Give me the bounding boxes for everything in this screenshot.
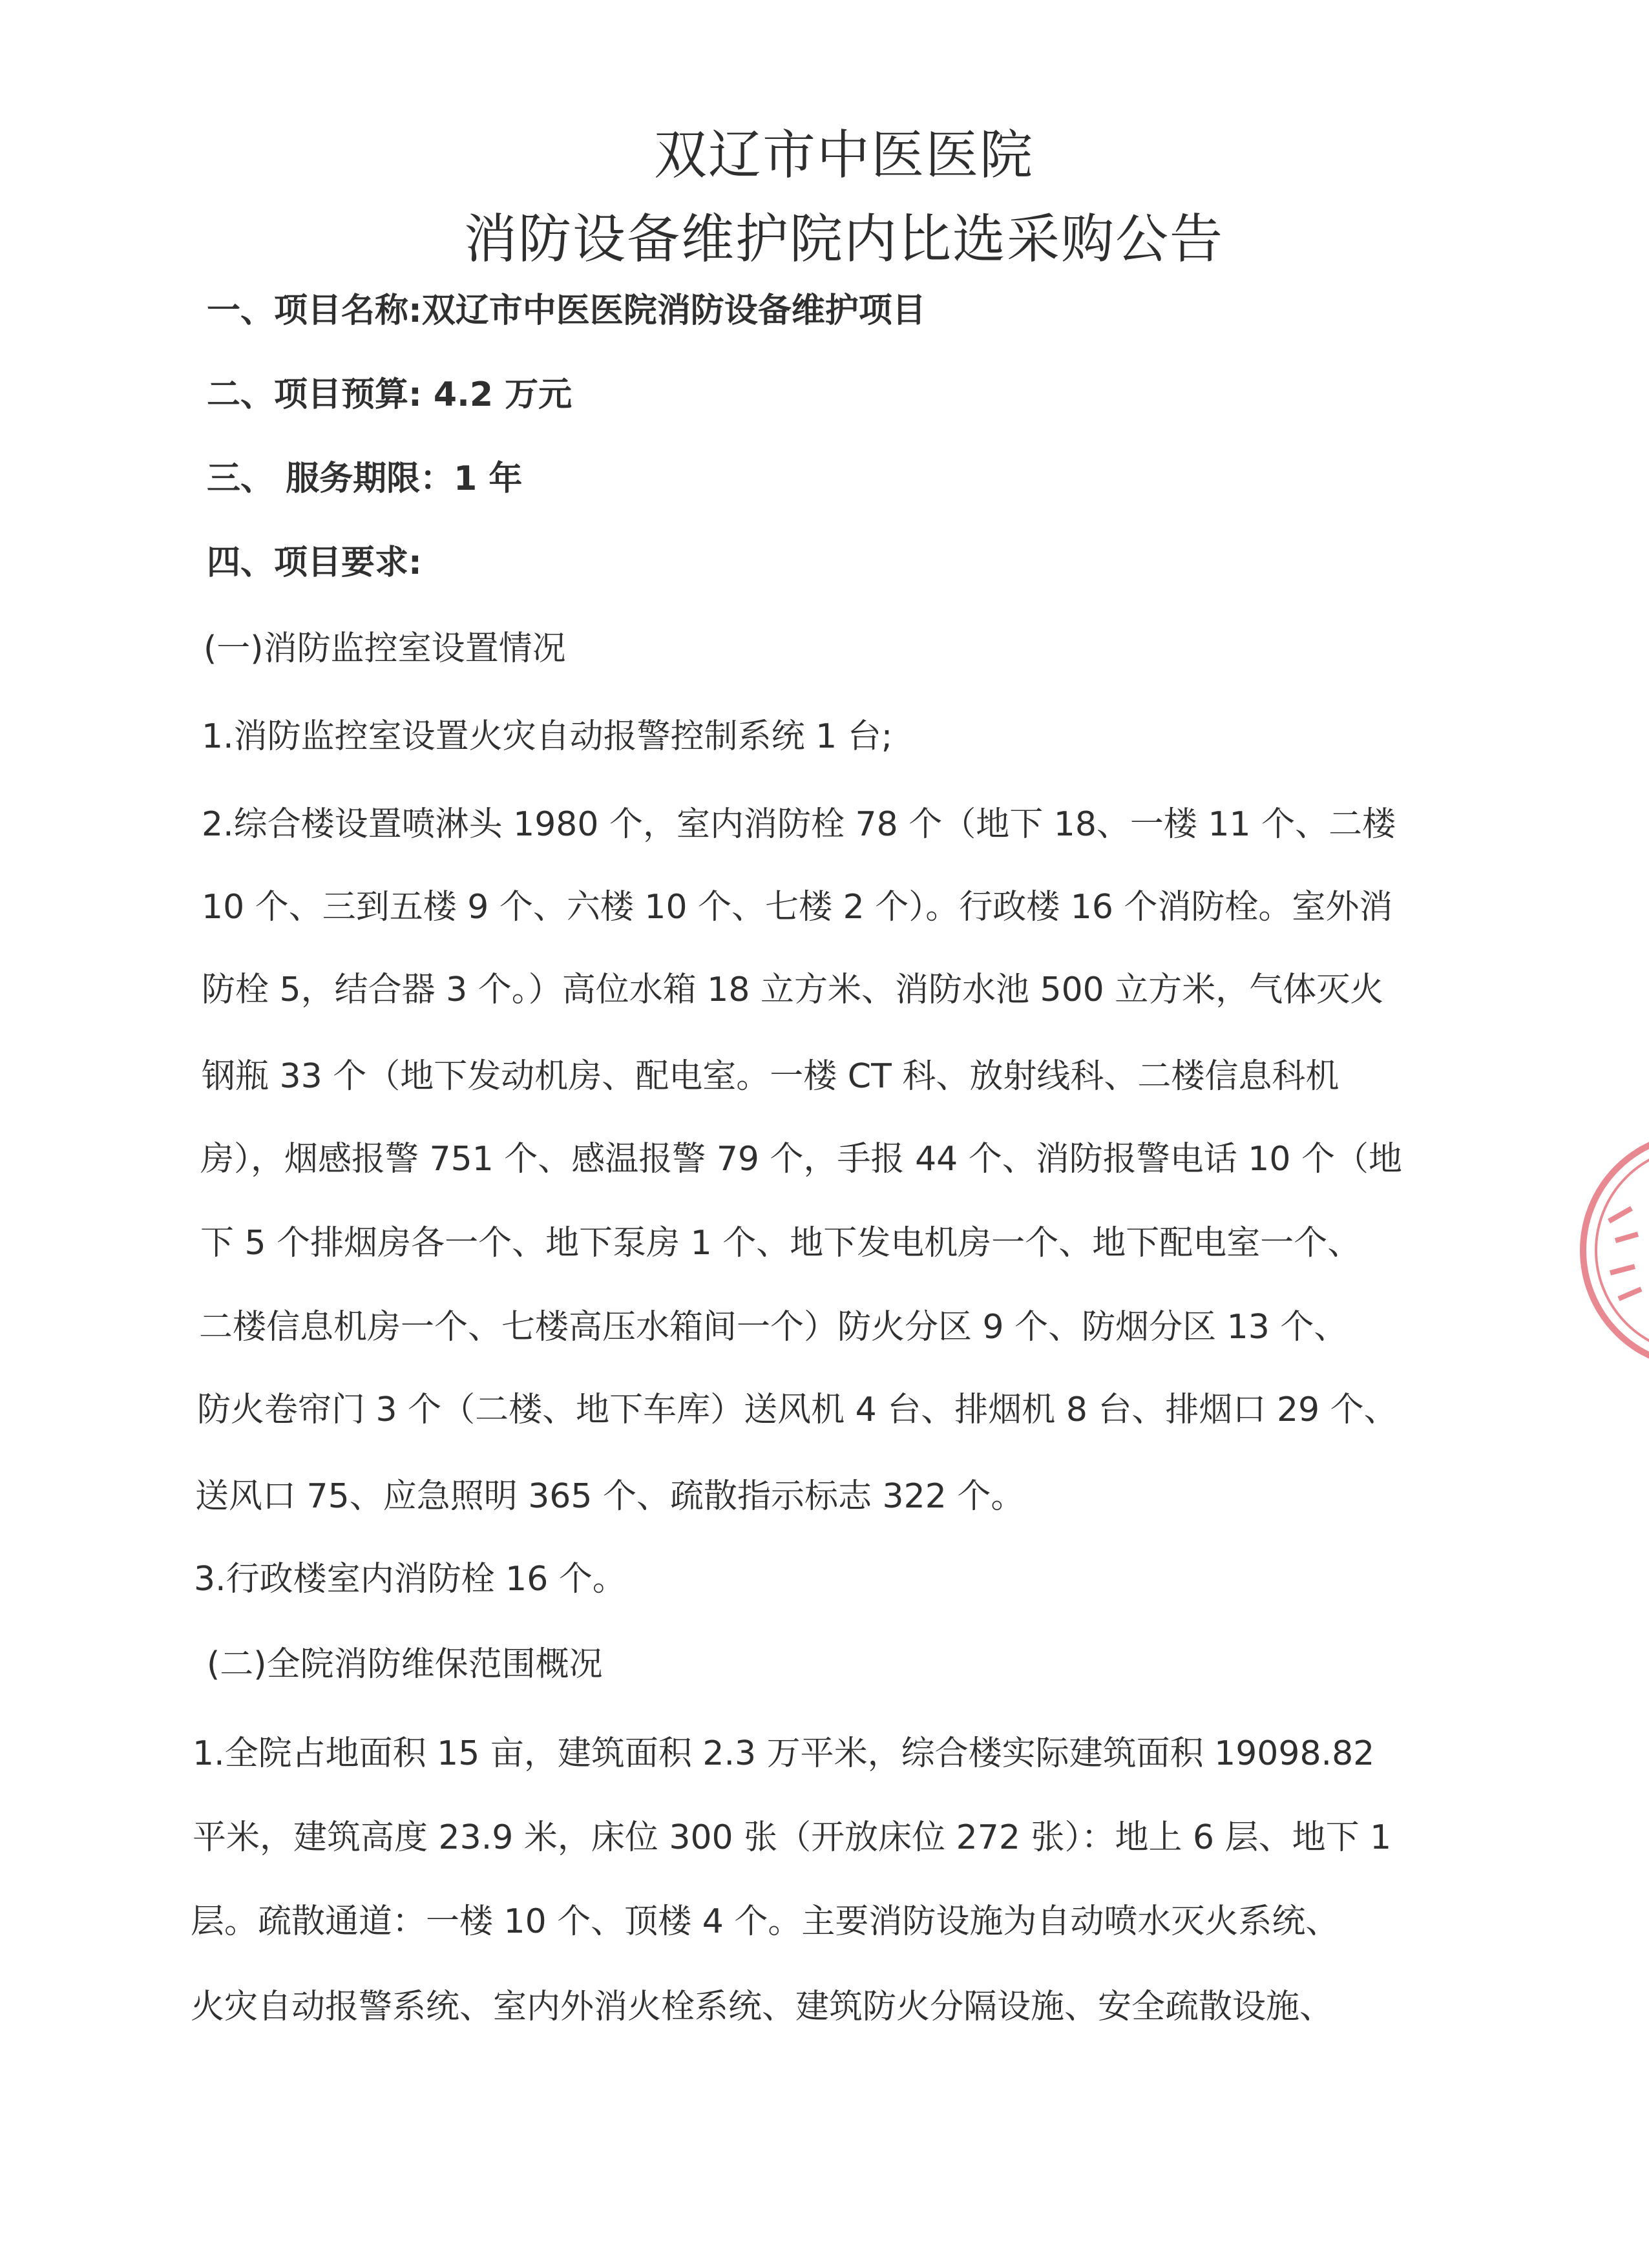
- document-title-line2: 消防设备维护院内比选采购公告: [463, 209, 1224, 270]
- paragraph-4-line-2: 平米，建筑高度 23.9 米，床位 300 张（开放床位 272 张）：地上 6 层、地下 1: [193, 1818, 1392, 1857]
- item-project-name: 一、项目名称:双辽市中医医院消防设备维护项目: [207, 291, 926, 330]
- paragraph-4-line-1: 1.全院占地面积 15 亩，建筑面积 2.3 万平米，综合楼实际建筑面积 19098.82: [193, 1734, 1375, 1773]
- item-project-budget: 二、项目预算: 4.2 万元: [207, 375, 572, 414]
- section2-heading: (二)全院消防维保范围概况: [207, 1645, 603, 1684]
- paragraph-2-line-9: 送风口 75、应急照明 365 个、疏散指示标志 322 个。: [195, 1477, 1025, 1516]
- paragraph-3: 3.行政楼室内消防栓 16 个。: [194, 1560, 626, 1599]
- paragraph-2-line-7: 二楼信息机房一个、七楼高压水箱间一个）防火分区 9 个、防烟分区 13 个、: [199, 1308, 1348, 1347]
- document-title-line1: 双辽市中医医院: [653, 125, 1034, 186]
- item-project-requirements: 四、项目要求:: [207, 543, 422, 582]
- paragraph-1: 1.消防监控室设置火灾自动报警控制系统 1 台;: [202, 717, 893, 756]
- paragraph-2-line-2: 10 个、三到五楼 9 个、六楼 10 个、七楼 2 个）。行政楼 16 个消防栓。室外消: [202, 888, 1393, 927]
- paragraph-2-line-3: 防栓 5，结合器 3 个。）高位水箱 18 立方米、消防水池 500 立方米，气体灭火: [202, 971, 1384, 1009]
- paragraph-2-line-5: 房），烟感报警 751 个、感温报警 79 个，手报 44 个、消防报警电话 10 个（地: [200, 1140, 1402, 1179]
- paragraph-2-line-4: 钢瓶 33 个（地下发动机房、配电室。一楼 CT 科、放射线科、二楼信息科机: [202, 1057, 1339, 1096]
- seal-outer-ring: [1583, 1134, 1649, 1367]
- item-service-period: 三、 服务期限：1 年: [207, 459, 523, 498]
- seal-partial-characters: [1609, 1208, 1641, 1299]
- paragraph-4-line-3: 层。疏散通道：一楼 10 个、顶楼 4 个。主要消防设施为自动喷水灭火系统、: [191, 1902, 1339, 1941]
- official-seal-stamp: [1570, 1111, 1649, 1389]
- paragraph-2-line-1: 2.综合楼设置喷淋头 1980 个，室内消防栓 78 个（地下 18、一楼 11 个、二楼: [202, 805, 1396, 844]
- seal-inner-ring: [1596, 1147, 1649, 1354]
- paragraph-2-line-8: 防火卷帘门 3 个（二楼、地下车库）送风机 4 台、排烟机 8 台、排烟口 29 个、: [197, 1391, 1398, 1429]
- section1-heading: (一)消防监控室设置情况: [204, 629, 566, 668]
- paragraph-2-line-6: 下 5 个排烟房各一个、地下泵房 1 个、地下发电机房一个、地下配电室一个、: [200, 1224, 1361, 1263]
- paragraph-4-line-4: 火灾自动报警系统、室内外消火栓系统、建筑防火分隔设施、安全疏散设施、: [191, 1988, 1334, 2026]
